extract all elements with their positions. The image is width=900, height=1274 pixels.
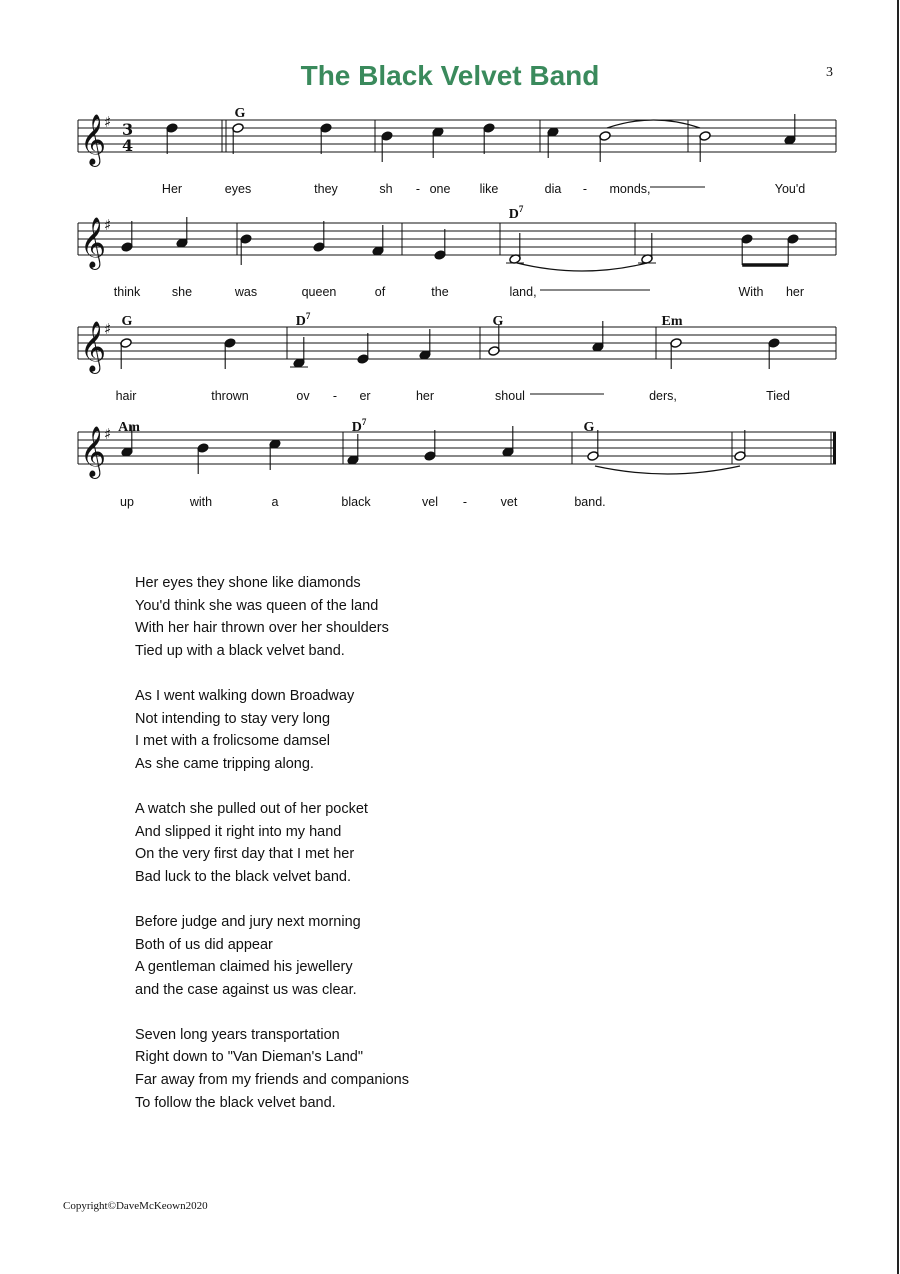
- lyric-syllable: of: [374, 285, 386, 299]
- lyric-syllable: dia: [544, 182, 562, 196]
- lyric-syllable: shoul: [495, 389, 525, 403]
- stanza-2: [135, 685, 409, 775]
- lyric-syllable: her: [415, 389, 435, 403]
- lyric-line: Far away from my friends and companions: [135, 1072, 409, 1089]
- lyric-line: And slipped it right into my hand: [135, 823, 342, 840]
- lyric-syllable: Her: [161, 182, 183, 196]
- lyric-syllable: ders,: [649, 389, 677, 403]
- chord-extension: 7: [305, 311, 311, 321]
- page-number: 3: [826, 65, 833, 80]
- lyric-syllable: vel: [422, 495, 438, 509]
- lyric-syllable: she: [171, 285, 193, 299]
- stanza-3: [135, 798, 409, 888]
- lyric-line: Tied up with a black velvet band.: [135, 642, 345, 659]
- treble-clef-icon: 𝄞: [80, 426, 107, 477]
- lyric-line: As she came tripping along.: [135, 755, 314, 772]
- chord-symbol: [584, 420, 595, 435]
- lyric-syllable: thrown: [211, 389, 249, 403]
- lyric-syllable: one: [429, 182, 451, 196]
- chord-root: G: [583, 420, 595, 435]
- copyright-notice: Copyright©DaveMcKeown2020: [63, 1200, 208, 1212]
- lyric-line: I met with a frolicsome damsel: [135, 733, 331, 750]
- page-title: The Black Velvet Band: [300, 60, 600, 91]
- lyric-syllable: er: [359, 389, 371, 403]
- lyric-syllable: land,: [509, 285, 537, 299]
- lyric-syllable: vet: [500, 495, 518, 509]
- lyric-line: and the case against us was clear.: [135, 981, 357, 998]
- lyric-line: Right down to "Van Dieman's Land": [135, 1049, 364, 1066]
- lyric-line: On the very first day that I met her: [135, 846, 355, 863]
- time-signature-top: 3: [122, 120, 134, 139]
- lyric-line: Her eyes they shone like diamonds: [135, 575, 361, 591]
- tie: [517, 263, 647, 271]
- chord-root: D: [508, 207, 519, 222]
- treble-clef-icon: 𝄞: [80, 114, 107, 165]
- lyric-line: To follow the black velvet band.: [135, 1094, 336, 1111]
- lyric-syllable: queen: [301, 285, 337, 299]
- sheet-music: [0, 95, 900, 525]
- tie: [607, 120, 700, 128]
- lyric-syllable: -: [582, 182, 588, 196]
- lyric-syllable: Tied: [766, 389, 790, 403]
- staff-system-2: [78, 204, 836, 299]
- lyric-syllable: -: [332, 389, 338, 403]
- lyric-syllable: sh: [379, 182, 393, 196]
- lyric-line: As I went walking down Broadway: [135, 687, 355, 704]
- lyric-syllable: eyes: [224, 182, 252, 196]
- lyric-syllable: black: [341, 495, 371, 509]
- chord-root: G: [492, 314, 504, 329]
- chord-symbol: [509, 204, 524, 222]
- chord-symbol: [122, 314, 133, 329]
- lyric-syllable: with: [189, 495, 213, 509]
- lyric-syllable: monds,: [609, 182, 651, 196]
- lyric-syllable: band.: [574, 495, 606, 509]
- sharp-icon: ♯: [104, 320, 112, 338]
- lyric-syllable: her: [785, 285, 805, 299]
- lyric-syllable: the: [431, 285, 449, 299]
- lyric-syllable: -: [462, 495, 468, 509]
- lyric-syllable: they: [314, 182, 338, 196]
- lyric-line: You'd think she was queen of the land: [135, 597, 379, 614]
- stanza-4: [135, 911, 409, 1001]
- tie: [595, 466, 740, 474]
- lyric-syllable: up: [120, 495, 134, 509]
- stanza-5: [135, 1024, 409, 1114]
- lyric-line: Not intending to stay very long: [135, 710, 331, 727]
- lyric-syllable: -: [415, 182, 421, 196]
- lyric-line: With her hair thrown over her shoulders: [135, 620, 389, 637]
- chord-symbol: [662, 314, 683, 329]
- chord-root: D: [351, 420, 362, 435]
- sharp-icon: ♯: [104, 113, 112, 131]
- staff-system-1: [78, 106, 836, 196]
- lyric-syllable: like: [479, 182, 499, 196]
- chord-extension: 7: [361, 417, 367, 427]
- lyric-line: Both of us did appear: [135, 936, 273, 953]
- lyric-syllable: You'd: [774, 182, 806, 196]
- lyric-syllable: hair: [115, 389, 137, 403]
- chord-root: G: [121, 314, 133, 329]
- lyrics-block: [135, 572, 409, 1137]
- lyric-line: A watch she pulled out of her pocket: [135, 800, 368, 817]
- treble-clef-icon: 𝄞: [80, 321, 107, 372]
- lyric-syllable: think: [113, 285, 141, 299]
- staff-system-4: [78, 417, 836, 509]
- treble-clef-icon: 𝄞: [80, 217, 107, 268]
- time-signature-bottom: 4: [122, 136, 134, 155]
- chord-extension: 7: [518, 204, 524, 214]
- chord-root: D: [295, 314, 306, 329]
- sharp-icon: ♯: [104, 216, 112, 234]
- chord-symbol: [118, 420, 140, 435]
- chord-root: G: [234, 106, 246, 121]
- chord-root: Am: [118, 420, 140, 435]
- stanza-1: [135, 572, 409, 662]
- lyric-line: Bad luck to the black velvet band.: [135, 868, 352, 885]
- lyric-syllable: was: [234, 285, 258, 299]
- lyric-line: Before judge and jury next morning: [135, 913, 361, 930]
- chord-symbol: [235, 106, 246, 121]
- lyric-syllable: a: [271, 495, 279, 509]
- lyric-syllable: ov: [296, 389, 310, 403]
- staff-system-3: [78, 311, 836, 403]
- chord-symbol: [296, 311, 311, 329]
- sharp-icon: ♯: [104, 425, 112, 443]
- lyric-line: A gentleman claimed his jewellery: [135, 959, 353, 976]
- chord-symbol: [493, 314, 504, 329]
- final-barline: [833, 432, 836, 464]
- lyric-syllable: With: [738, 285, 764, 299]
- lyric-line: Seven long years transportation: [135, 1026, 340, 1043]
- chord-root: Em: [661, 314, 683, 329]
